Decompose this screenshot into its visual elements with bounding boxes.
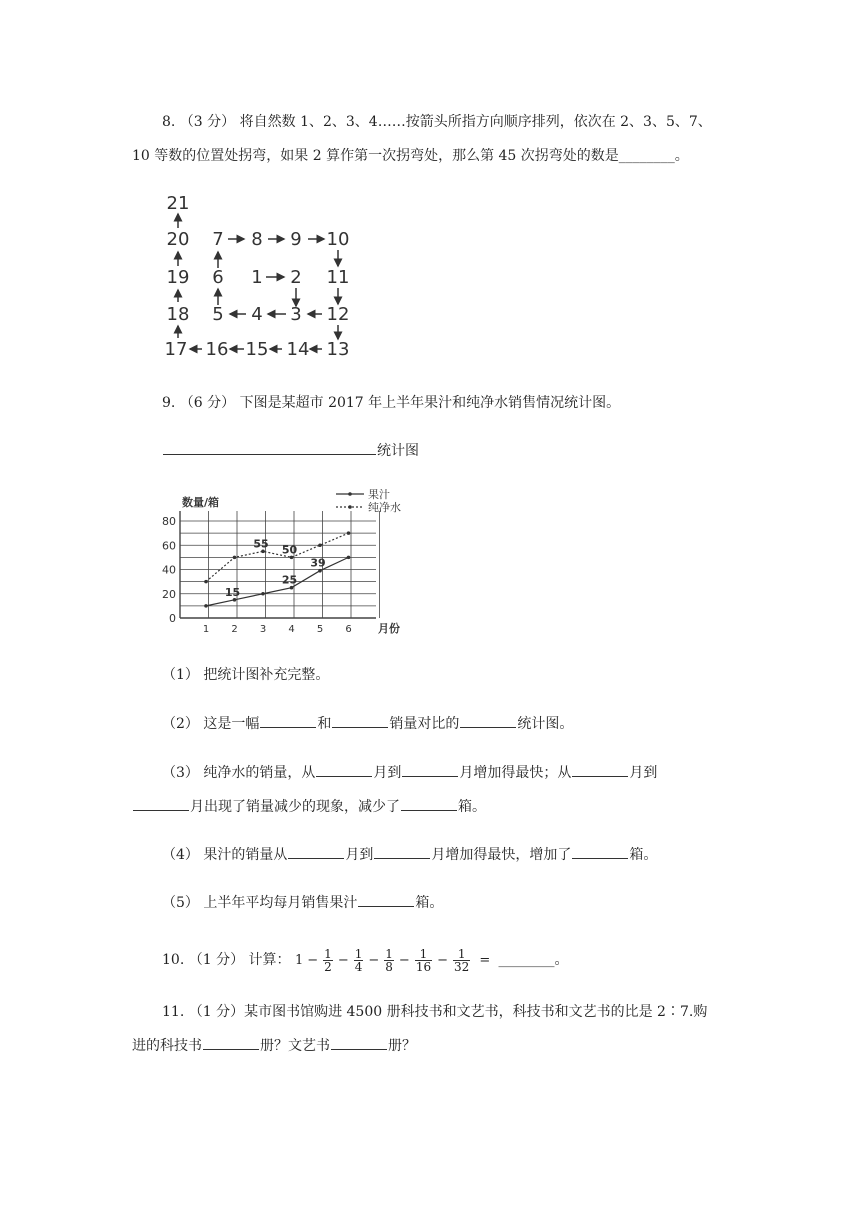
q10-line [162,944,568,976]
q9-chart-title-line [162,440,419,461]
fraction: $\frac{1}{16}$ [415,947,432,974]
legend-label: 果汁 [368,488,390,501]
spiral-num: 4 [251,304,263,325]
spiral-num: 14 [286,339,310,360]
text: （2） 这是一幅 [162,716,260,732]
data-label: 55 [253,537,269,551]
spiral-num: 9 [290,229,302,250]
y-tick-label: 20 [162,587,176,601]
q9-sub5 [162,892,443,913]
x-tick-label: 2 [231,624,238,635]
text: 10. （1 分） 计算： [162,952,291,968]
text: （5） 上半年平均每月销售果汁 [162,895,358,911]
answer-blank[interactable] [332,713,388,728]
x-tick-label: 3 [259,624,267,635]
data-label: 15 [224,585,241,599]
spiral-num: 12 [326,304,350,325]
spiral-num: 19 [166,267,190,288]
answer-blank[interactable] [572,762,628,777]
text: 月出现了销量减少的现象，减少了 [190,799,400,815]
text: （3） 纯净水的销量，从 [162,765,316,781]
y-axis-label: 数量/箱 [182,496,220,509]
data-label: 25 [281,573,298,587]
spiral-num: 8 [251,229,263,250]
x-tick-label: 5 [316,624,324,635]
data-label: 39 [310,556,326,570]
text: 月到 [373,765,402,781]
spiral-num: 18 [166,304,190,325]
x-tick-label: 1 [202,624,210,635]
spiral-num: 3 [290,304,302,325]
answer-blank[interactable] [358,892,414,907]
fraction: $\frac{1}{8}$ [385,947,393,974]
text: 月增加得最快；从 [459,765,572,781]
chart-title-suffix: 统计图 [377,443,419,459]
text: 销量对比的 [389,716,460,732]
minus-sign: − [368,953,380,968]
data-point [204,604,208,608]
text: 和 [317,716,332,732]
text: 箱。 [415,895,444,911]
answer-blank[interactable] [203,1035,259,1050]
answer-blank[interactable] [401,796,457,811]
text: 统计图。 [517,716,574,732]
fraction: $\frac{1}{4}$ [354,947,363,974]
spiral-num: 16 [205,339,229,360]
answer-blank[interactable] [374,844,430,859]
math-one: 1 [294,953,304,968]
spiral-num: 11 [326,267,350,288]
x-tick-label: 4 [288,624,295,635]
text: 月到 [345,847,374,863]
equals-sign: = [479,953,491,968]
sales-line-chart [150,488,410,638]
data-point [347,531,351,535]
legend-marker [348,505,352,509]
spiral-num: 20 [166,229,190,250]
q9-sub4 [162,844,657,865]
number-spiral-figure [160,192,360,362]
x-tick-label: 6 [345,624,352,635]
text: 册？文艺书 [260,1038,330,1054]
text: 册？ [388,1038,416,1054]
q11-line2 [132,1035,416,1056]
q8-line1: 8. （3 分） 将自然数 1、2、3、4……按箭头所指方向顺序排列，依次在 2、3、5、7、 [162,114,712,130]
legend-label: 纯净水 [368,501,401,514]
answer-blank[interactable] [572,844,628,859]
data-label: 50 [281,543,298,557]
minus-sign: − [307,953,319,968]
q8-line2: 10 等数的位置处拐弯，如果 2 算作第一次拐弯处，那么第 45 次拐弯处的数是________。 [132,148,689,164]
answer-blank[interactable] [260,713,316,728]
data-point [261,592,265,596]
x-axis-label: 月份 [378,622,400,635]
q9-sub1: （1） 把统计图补充完整。 [162,667,330,683]
q9-sub3-line2 [132,796,486,817]
y-tick-label: 0 [169,612,176,625]
y-tick-label: 60 [162,539,176,553]
answer-blank[interactable] [460,713,516,728]
spiral-num: 10 [326,229,350,250]
spiral-num: 5 [212,304,224,325]
q9-sub3-line1 [162,762,657,783]
minus-sign: − [437,953,448,968]
spiral-num: 2 [290,267,302,288]
q9-sub2 [162,713,573,734]
answer-blank-text[interactable]: ________。 [498,952,569,968]
q11-line1: 11. （1 分）某市图书馆购进 4500 册科技书和文艺书，科技书和文艺书的比是 2∶7.购 [162,1004,708,1020]
answer-blank[interactable] [331,1035,387,1050]
answer-blank[interactable] [288,844,344,859]
text: 箱。 [458,799,486,815]
answer-blank[interactable] [316,762,372,777]
spiral-num: 7 [212,229,224,250]
answer-blank[interactable] [163,440,376,455]
answer-blank[interactable] [402,762,458,777]
spiral-num: 21 [166,193,190,214]
minus-sign: − [398,953,410,968]
data-point [347,556,351,560]
spiral-num: 17 [164,339,188,360]
text: 月增加得最快，增加了 [431,847,572,863]
fraction: $\frac{1}{2}$ [324,947,332,974]
text: （4） 果汁的销量从 [162,847,288,863]
data-point [204,580,208,584]
data-point [318,543,322,547]
fraction: $\frac{1}{32}$ [454,947,470,974]
minus-sign: − [337,953,349,968]
legend-marker [348,492,352,496]
answer-blank[interactable] [133,796,189,811]
spiral-num: 15 [245,339,269,360]
spiral-num: 6 [212,267,224,288]
y-tick-label: 40 [162,563,176,577]
y-tick-label: 80 [162,515,176,528]
text: 进的科技书 [132,1038,202,1054]
spiral-num: 1 [251,267,263,288]
text: 箱。 [629,847,658,863]
text: 月到 [629,765,658,781]
math-expression [294,947,498,974]
spiral-num: 13 [326,339,350,360]
q9-title: 9. （6 分） 下图是某超市 2017 年上半年果汁和纯净水销售情况统计图。 [162,395,621,411]
data-point [233,556,237,560]
